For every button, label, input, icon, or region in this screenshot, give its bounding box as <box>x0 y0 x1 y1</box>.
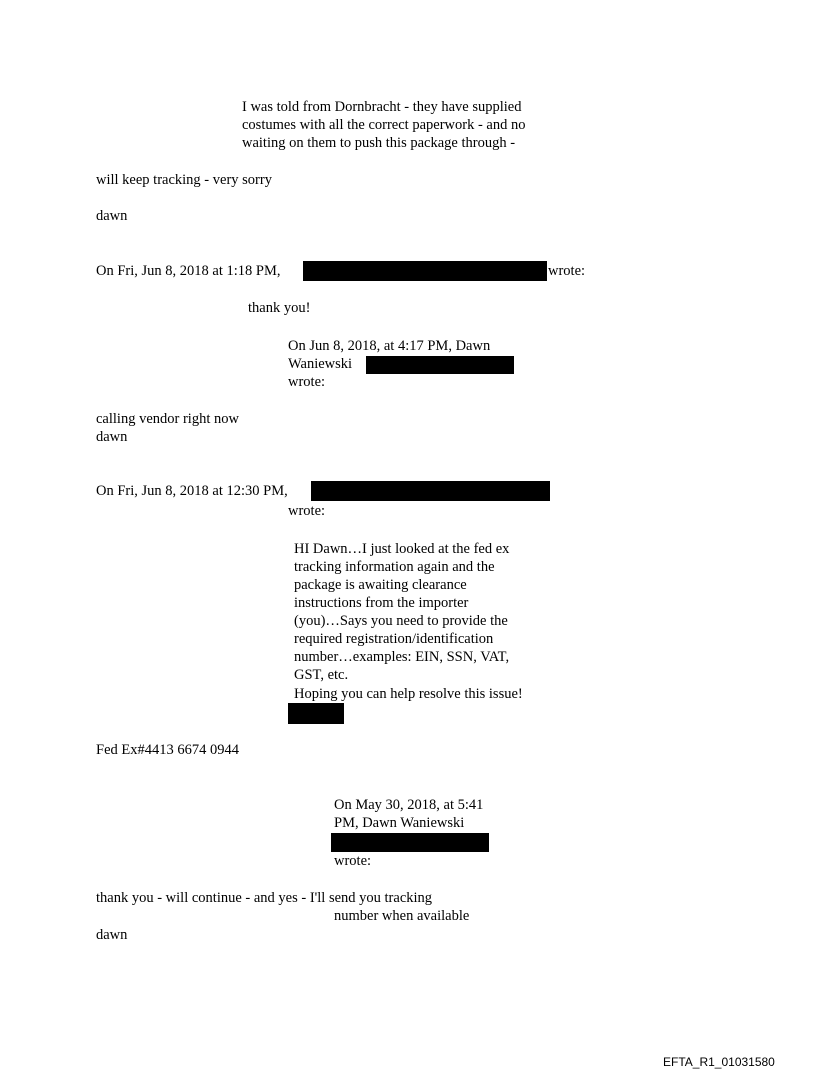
quote3-body-line-5: (you)…Says you need to provide the <box>294 613 508 629</box>
calling-vendor-line: calling vendor right now <box>96 411 239 427</box>
document-footer-id: EFTA_R1_01031580 <box>663 1055 775 1069</box>
redaction-box-1 <box>303 261 547 281</box>
quote1-header-prefix: On Fri, Jun 8, 2018 at 1:18 PM, <box>96 263 281 279</box>
quote4-header-line-1: On May 30, 2018, at 5:41 <box>334 797 484 813</box>
signature-dawn-2: dawn <box>96 429 128 445</box>
quote2-header-line-3: wrote: <box>288 374 326 390</box>
quote3-body-line-3: package is awaiting clearance <box>294 577 467 593</box>
quote3-body-line-6: required registration/identification <box>294 631 494 647</box>
fedex-tracking-number: Fed Ex#4413 6674 0944 <box>96 742 239 758</box>
dornbracht-line-3: waiting on them to push this package through - <box>242 135 516 151</box>
dornbracht-line-1: I was told from Dornbracht - they have supplied <box>242 99 522 115</box>
quote3-header-wrote: wrote: <box>288 503 326 519</box>
redaction-box-3 <box>311 481 550 501</box>
quote3-header-prefix: On Fri, Jun 8, 2018 at 12:30 PM, <box>96 483 288 499</box>
quote1-header-suffix: wrote: <box>548 263 586 279</box>
dornbracht-line-2: costumes with all the correct paperwork - and no <box>242 117 526 133</box>
quote3-body-line-4: instructions from the importer <box>294 595 469 611</box>
quote3-body-line-1: HI Dawn…I just looked at the fed ex <box>294 541 510 557</box>
final-line-2: number when available <box>334 908 470 924</box>
quote4-header-line-2: PM, Dawn Waniewski <box>334 815 465 831</box>
quote3-body-line-9: Hoping you can help resolve this issue! <box>294 686 523 702</box>
quote2-header-line-1: On Jun 8, 2018, at 4:17 PM, Dawn <box>288 338 491 354</box>
quote3-body-line-8: GST, etc. <box>294 667 349 683</box>
signature-dawn-3: dawn <box>96 927 128 943</box>
quote2-header-line-2: Waniewski <box>288 356 353 372</box>
redaction-box-2 <box>366 356 514 374</box>
quote3-body-line-7: number…examples: EIN, SSN, VAT, <box>294 649 510 665</box>
quote3-body-line-2: tracking information again and the <box>294 559 495 575</box>
keep-tracking-line: will keep tracking - very sorry <box>96 172 272 188</box>
redaction-box-5 <box>331 833 489 852</box>
redaction-box-4 <box>288 703 344 724</box>
thank-you-line: thank you! <box>248 300 311 316</box>
final-line-1: thank you - will continue - and yes - I'll send you tracking <box>96 890 433 906</box>
quote4-header-line-3: wrote: <box>334 853 372 869</box>
signature-dawn-1: dawn <box>96 208 128 224</box>
